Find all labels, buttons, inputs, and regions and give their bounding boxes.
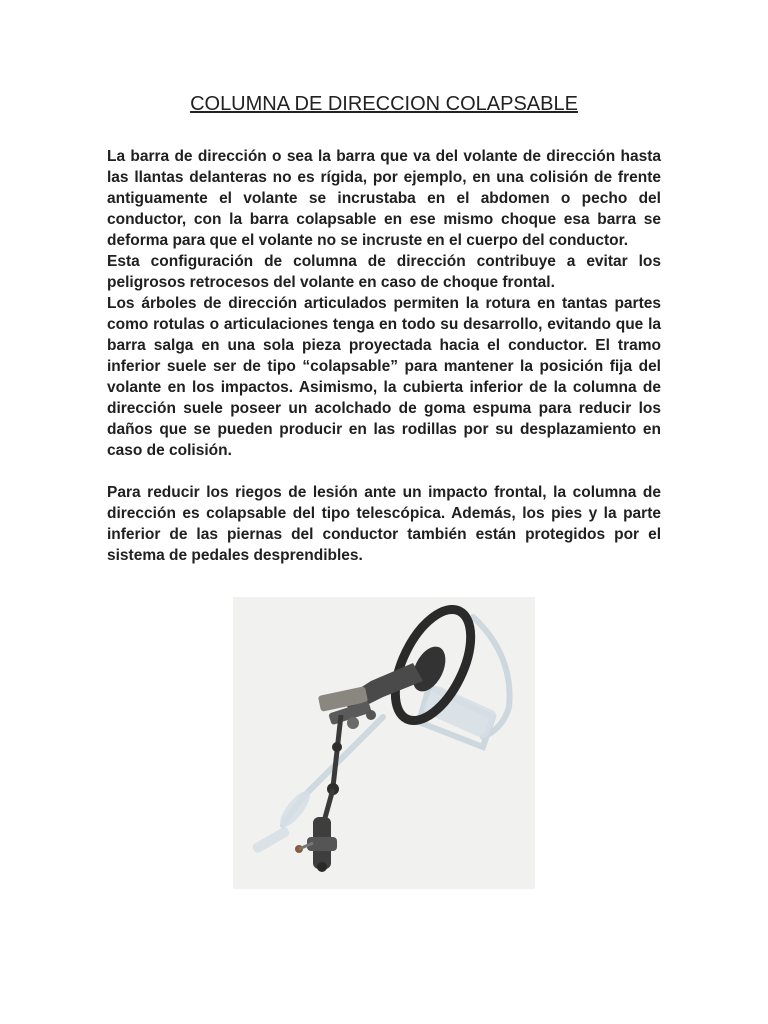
page-title: COLUMNA DE DIRECCION COLAPSABLE — [190, 93, 578, 115]
steering-column-illustration — [233, 597, 535, 889]
paragraph: La barra de dirección o sea la barra que va del volante de dirección hasta las llantas delanteras no es rígida, por ejemplo, en una colisión de frente antiguamente el volante se incrustaba en el abdomen o pecho del conductor, con la barra colapsable en ese mismo choque esa barra se deforma para que el volante no se incruste en el cuerpo del conductor. — [107, 148, 661, 249]
paragraph: Los árboles de dirección articulados permiten la rotura en tantas partes como rotulas o articulaciones tenga en todo su desarrollo, evitando que la barra salga en una sola pieza proyectada hacia el conductor. El tramo inferior suele ser de tipo “colapsable” para mantener la posición fija del volante en los impactos. Asimismo, la cubierta inferior de la columna de dirección suele poseer un acolchado de goma espuma para reducir los daños que se pueden producir en las rodillas por su desplazamiento en caso de colisión. — [107, 295, 661, 459]
steering-column-figure — [233, 597, 535, 889]
paragraph: Para reducir los riegos de lesión ante un impacto frontal, la columna de dirección es colapsable del tipo telescópica. Además, los pies y la parte inferior de las piernas del conductor también están protegidos por el sistema de pedales desprendibles. — [107, 484, 661, 564]
paragraph: Esta configuración de columna de dirección contribuye a evitar los peligrosos retrocesos del volante en caso de choque frontal. — [107, 253, 661, 291]
document-body — [107, 146, 661, 566]
paragraph-spacer — [107, 461, 661, 482]
